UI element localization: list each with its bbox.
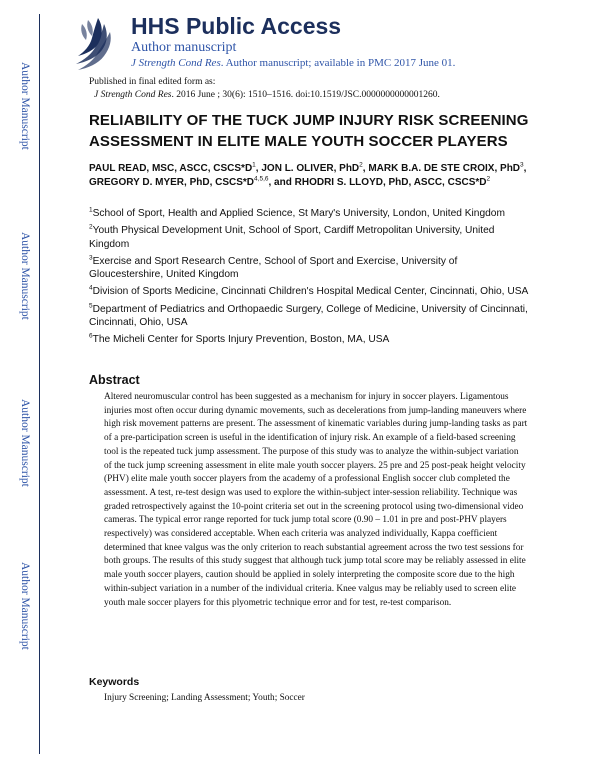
citation-journal: J Strength Cond Res (94, 90, 172, 100)
affiliation-item (89, 333, 529, 347)
affiliation-text: Youth Physical Development Unit, School of Sport, Cardiff Metropolitan University, United Kingdom (89, 225, 495, 250)
affiliation-item (89, 207, 529, 221)
author-name: PAUL READ, MSC, ASCC, CSCS*D (89, 163, 253, 174)
keywords-text: Injury Screening; Landing Assessment; Youth; Soccer (104, 693, 305, 703)
affiliation-number: 4 (89, 285, 93, 293)
affiliation-item (89, 255, 529, 282)
article-title: RELIABILITY OF THE TUCK JUMP INJURY RISK SCREENING ASSESSMENT IN ELITE MALE YOUTH SOCCER PLAYERS (89, 112, 529, 150)
affiliation-text: Exercise and Sport Research Centre, School of Sport and Exercise, University of Gloucestershire, United Kingdom (89, 255, 458, 281)
author-name: MARK B.A. DE STE CROIX, PhD (368, 163, 521, 174)
affiliation-text: The Micheli Center for Sports Injury Prevention, Boston, MA, USA (92, 334, 390, 346)
publication-info (89, 76, 440, 102)
affiliation-number: 5 (89, 302, 93, 310)
affiliation-text: School of Sport, Health and Applied Science, St Mary's University, London, United Kingdom (92, 208, 505, 219)
side-label-author-manuscript: Author Manuscript (19, 399, 31, 487)
citation-details: . 2016 June ; 30(6): 1510–1516. doi:10.1519/JSC.0000000000001260. (171, 90, 440, 100)
side-rule-divider (39, 14, 40, 754)
affiliation-item (89, 303, 529, 330)
affiliation-item (89, 285, 529, 299)
affiliation-number: 2 (89, 223, 93, 231)
affiliation-text: Department of Pediatrics and Orthopaedic Surgery, College of Medicine, University of Cincinnati, Cincinnati, Ohio, USA (89, 303, 528, 329)
author-list (89, 162, 539, 189)
availability-text: . Author manuscript; available in PMC 2017 June 01. (220, 57, 456, 69)
author-separator: , (523, 163, 527, 174)
author-affiliation-number: 2 (359, 161, 363, 169)
author-affiliation-number: 2 (486, 175, 491, 183)
affiliation-text: Division of Sports Medicine, Cincinnati Children's Hospital Medical Center, Cincinnati, Ohio, USA (92, 286, 529, 298)
side-label-author-manuscript: Author Manuscript (19, 62, 31, 150)
author-separator: , (255, 163, 262, 174)
affiliation-number: 3 (89, 254, 93, 262)
affiliations-list (89, 207, 529, 350)
affiliation-number: 6 (89, 332, 93, 340)
author-affiliation-number: 4,5,6 (254, 175, 269, 183)
author-manuscript-label: Author manuscript (131, 40, 237, 55)
citation-line (89, 89, 440, 102)
affiliation-item (89, 224, 529, 251)
keywords-heading: Keywords (89, 676, 140, 688)
hhs-header (0, 0, 600, 76)
author-separator: , (362, 163, 369, 174)
side-label-author-manuscript: Author Manuscript (19, 232, 31, 320)
author-name: RHODRI S. LLOYD, PhD, ASCC, CSCS*D (294, 176, 487, 188)
affiliation-number: 1 (89, 206, 93, 214)
author-name: GREGORY D. MYER, PhD, CSCS*D (89, 176, 255, 188)
published-label: Published in final edited form as: (89, 77, 216, 87)
side-label-author-manuscript: Author Manuscript (19, 562, 31, 650)
abstract-text: Altered neuromuscular control has been suggested as a mechanism for injury in soccer players. Ligamentous injuries most often occur during dynamic movements, such as decelerations from jump-landing maneuvers where high risk movement patterns are present. The assessment of kinematic variables during jump-landing tasks as part of a pre-participation screen is useful in the identification of injury risk. An example of a field-based screening tool is the repeated tuck jump assessment. The purpose of this study was to analyze the within-subject variation of the tuck jump screening assessment in elite male youth soccer players. 25 pre and 25 post-peak height velocity (PHV) elite male youth soccer players from the academy of a professional English soccer club completed the assessment. A test, re-test design was used to explore the within-subject inter-session reliability. Technique was graded retrospectively against the 10-point criteria set out in the screening protocol using two-dimensional video cameras. The typical error range reported for tuck jump total score (0.90 – 1.01 in pre and post-PHV players respectively) was considered acceptable. When each criteria was analyzed individually, Kappa coefficient determined that knee valgus was the only criterion to reach substantial agreement across the two test sessions for both groups. The results of this study suggest that although tuck jump total score may be reliably assessed in elite male youth soccer players, caution should be applied in solely interpreting the composite score due to the high within-subject variation in a number of the individual criteria. Knee valgus may be reliably used to screen elite youth male soccer players for this plyometric technique error and for test, re-test comparison. (104, 392, 528, 608)
journal-abbrev: J Strength Cond Res (131, 57, 221, 69)
author-affiliation-number: 3 (520, 161, 524, 169)
manuscript-availability-line (131, 57, 455, 69)
author-name: JON L. OLIVER, PhD (261, 163, 360, 174)
author-affiliation-number: 1 (252, 161, 256, 169)
abstract-heading: Abstract (89, 373, 140, 387)
hhs-eagle-logo-icon (68, 14, 120, 74)
hhs-title: HHS Public Access (131, 13, 342, 39)
author-separator: , and (268, 176, 295, 188)
